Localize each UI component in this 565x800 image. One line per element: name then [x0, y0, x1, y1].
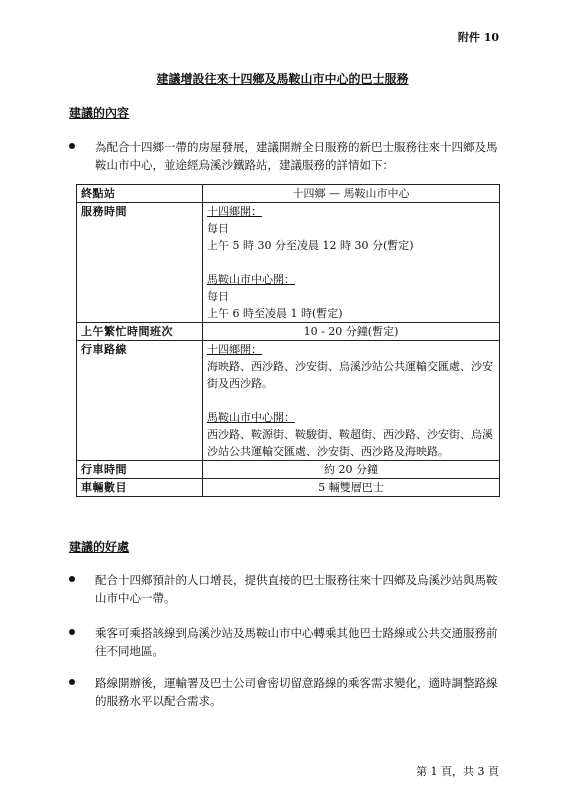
row-value-fleet: 5 輛雙層巴士	[203, 479, 500, 497]
row-label-terminus: 終點站	[77, 185, 203, 203]
page-number: 第 1 頁，共 3 頁	[416, 765, 499, 778]
row-label-routing: 行車路線	[77, 341, 203, 461]
bullet-dot	[69, 576, 75, 582]
row-value-journey-time: 約 20 分鐘	[203, 461, 500, 479]
table-row	[77, 203, 500, 323]
section-heading-content: 建議的內容	[69, 106, 130, 120]
row-value-routing	[203, 341, 500, 461]
bullet-text: 乘客可乘搭該線到烏溪沙站及馬鞍山市中心轉乘其他巴士路線或公共交通服務前往不同地區。	[95, 626, 498, 658]
direction-b-days: 每日	[207, 290, 229, 303]
row-label-service-hours: 服務時間	[77, 203, 203, 323]
row-value-terminus: 十四鄉 — 馬鞍山市中心	[203, 185, 500, 203]
benefit-bullet	[69, 674, 499, 710]
row-value-service-hours	[203, 203, 500, 323]
bullet-text: 路線開辦後，運輸署及巴士公司會密切留意路線的乘客需求變化，適時調整路線的服務水平以配合需求。	[95, 676, 498, 708]
table-row	[77, 461, 500, 479]
annex-label: 附件 10	[457, 31, 499, 44]
document-title: 建議增設往來十四鄉及馬鞍山市中心的巴士服務	[156, 72, 409, 86]
bullet-dot	[69, 143, 75, 149]
row-label-fleet: 車輛數目	[77, 479, 203, 497]
route-b-label: 馬鞍山市中心開：	[207, 411, 295, 424]
direction-a-days: 每日	[207, 222, 229, 235]
direction-a-label: 十四鄉開：	[207, 205, 262, 218]
row-label-journey-time: 行車時間	[77, 461, 203, 479]
row-label-peak-frequency: 上午繁忙時間班次	[77, 323, 203, 341]
bullet-text: 配合十四鄉預計的人口增長，提供直接的巴士服務往來十四鄉及烏溪沙站與馬鞍山市中心一帶。	[95, 573, 498, 605]
route-a-text: 海映路、西沙路、沙安街、烏溪沙站公共運輸交匯處、沙安街及西沙路。	[207, 360, 493, 390]
route-a-label: 十四鄉開：	[207, 343, 262, 356]
bullet-dot	[69, 679, 75, 685]
table-row	[77, 341, 500, 461]
content-bullet	[69, 138, 499, 174]
bullet-dot	[69, 629, 75, 635]
table-row	[77, 323, 500, 341]
direction-b-label: 馬鞍山市中心開：	[207, 273, 295, 286]
section-heading-benefits: 建議的好處	[69, 540, 130, 554]
bullet-text: 為配合十四鄉一帶的房屋發展，建議開辦全日服務的新巴士服務往來十四鄉及馬鞍山市中心，並途經烏溪沙鐵路站，建議服務的詳情如下：	[95, 140, 498, 172]
direction-a-time: 上午 5 時 30 分至凌晨 12 時 30 分(暫定)	[207, 239, 414, 252]
table-row	[77, 479, 500, 497]
benefit-bullet	[69, 624, 499, 660]
table-row	[77, 185, 500, 203]
service-details-table	[76, 184, 500, 497]
route-b-text: 西沙路、鞍源街、鞍駿街、鞍超街、西沙路、沙安街、烏溪沙站公共運輸交匯處、沙安街、西沙路及海映路。	[207, 428, 493, 458]
row-value-peak-frequency: 10 - 20 分鐘(暫定)	[203, 323, 500, 341]
direction-b-time: 上午 6 時至凌晨 1 時(暫定)	[207, 307, 343, 320]
benefit-bullet	[69, 571, 499, 607]
